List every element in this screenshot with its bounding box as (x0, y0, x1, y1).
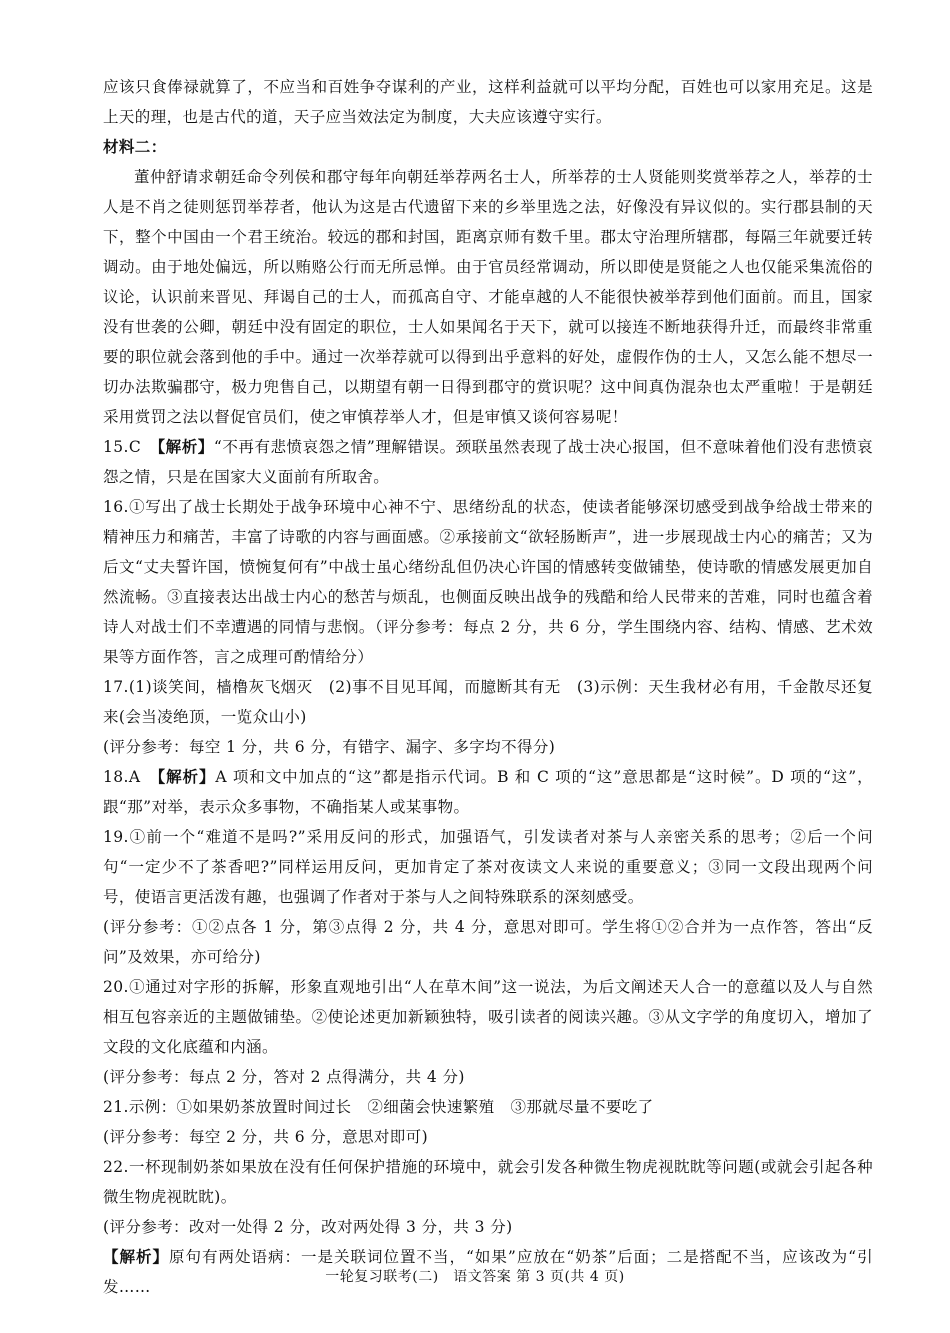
page-content (103, 72, 873, 1302)
answer-text: A 项和文中加点的“这”都是指示代词。B 和 C 项的“这”意思都是“这时候”。D 项的“这”，跟“那”对举，表示众多事物，不确指某人或某事物。 (103, 768, 873, 816)
answer-17-scoring: (评分参考：每空 1 分，共 6 分，有错字、漏字、多字均不得分) (103, 738, 556, 756)
answer-17 (103, 672, 873, 732)
answer-19 (103, 822, 873, 912)
answer-20-scoring: (评分参考：每点 2 分，答对 2 点得满分，共 4 分) (103, 1068, 465, 1086)
answer-number: 15.C (103, 438, 142, 456)
answer-16 (103, 492, 873, 672)
answer-number: 20. (103, 978, 129, 996)
analysis-tag: 【解析】 (157, 437, 214, 456)
material-one-tail: 应该只食俸禄就算了，不应当和百姓争夺谋利的产业，这样利益就可以平均分配，百姓也可以家用充足。这是上天的理，也是古代的道，天子应当效法定为制度，大夫应该遵守实行。 (103, 78, 873, 126)
answer-text: “不再有悲愤哀怨之情”理解错误。颈联虽然表现了战士决心报国，但不意味着他们没有悲愤哀怨之情，只是在国家大义面前有所取舍。 (103, 438, 873, 486)
analysis-tag: 【解析】 (157, 767, 216, 786)
answer-21 (103, 1092, 873, 1122)
answer-number: 19. (103, 828, 129, 846)
answer-number: 22. (103, 1158, 129, 1176)
answer-21-scoring: (评分参考：每空 2 分，共 6 分，意思对即可) (103, 1128, 429, 1146)
answer-text: 一杯现制奶茶如果放在没有任何保护措施的环境中，就会引发各种微生物虎视眈眈等问题(或就会引起各种微生物虎视眈眈)。 (103, 1158, 873, 1206)
answer-text: ①通过对字形的拆解，形象直观地引出“人在草木间”这一说法，为后文阐述天人合一的意蕴以及人与自然相互包容亲近的主题做铺垫。②使论述更加新颖独特，吸引读者的阅读兴趣。③从文字学的角度切入，增加了文段的文化底蕴和内涵。 (103, 978, 873, 1056)
material-two-heading: 材料二： (103, 137, 167, 156)
answer-text: ①写出了战士长期处于战争环境中心神不宁、思绪纷乱的状态，使读者能够深切感受到战争给战士带来的精神压力和痛苦，丰富了诗歌的内容与画面感。②承接前文“欲轻肠断声”，进一步展现战士内心的痛苦；又为后文“丈夫誓许国，愤惋复何有”中战士虽心绪纷乱但仍决心许国的情感转变做铺垫，使诗歌的情感发展更加自然流畅。③直接表达出战士内心的愁苦与烦乱，也侧面反映出战争的残酷和给人民带来的苦难，同时也蕴含着诗人对战士们不幸遭遇的同情与悲悯。（评分参考：每点 2 分，共 6 分，学生围绕内容、结构、情感、艺术效果等方面作答，言之成理可酌情给分） (103, 498, 873, 666)
answer-22-scoring: (评分参考：改对一处得 2 分，改对两处得 3 分，共 3 分) (103, 1218, 513, 1236)
answer-18 (103, 762, 873, 822)
answer-20 (103, 972, 873, 1062)
answer-15 (103, 432, 873, 492)
answer-number: 21. (103, 1098, 129, 1116)
page-footer: 一轮复习联考(二) 语文答案 第 3 页(共 4 页) (325, 1269, 625, 1285)
answer-number: 17. (103, 678, 129, 696)
analysis-text: 原句有两处语病：一是关联词位置不当，“如果”应放在“奶茶”后面；二是搭配不当，应该改为“引发…… (103, 1248, 873, 1296)
answer-19-scoring: (评分参考：①②点各 1 分，第③点得 2 分，共 4 分，意思对即可。学生将①②合并为一点作答，答出“反问”及效果，亦可给分) (103, 918, 873, 966)
answer-text: (1)谈笑间，樯橹灰飞烟灭 (2)事不目见耳闻，而臆断其有无 (3)示例：天生我材必有用，千金散尽还复来(会当凌绝顶，一览众山小) (103, 678, 873, 726)
answer-number: 18.A (103, 768, 141, 786)
answer-22 (103, 1152, 873, 1212)
analysis-tag: 【解析】 (103, 1247, 169, 1266)
answer-text: 示例：①如果奶茶放置时间过长 ②细菌会快速繁殖 ③那就尽量不要吃了 (128, 1098, 654, 1116)
answer-text: ①前一个“难道不是吗?”采用反问的形式，加强语气，引发读者对茶与人亲密关系的思考；②后一个问句“一定少不了茶香吧?”同样运用反问，更加肯定了茶对夜读文人来说的重要意义；③同一文段出现两个问号，使语言更活泼有趣，也强调了作者对于茶与人之间特殊联系的深刻感受。 (103, 828, 873, 906)
material-two-paragraph: 董仲舒请求朝廷命令列侯和郡守每年向朝廷举荐两名士人，所举荐的士人贤能则奖赏举荐之人，举荐的士人是不肖之徒则惩罚举荐者，他认为这是古代遗留下来的乡举里选之法，好像没有异议似的。实行郡县制的天下，整个中国由一个君王统治。较远的郡和封国，距离京师有数千里。郡太守治理所辖郡，每隔三年就要迁转调动。由于地处偏远，所以贿赂公行而无所忌惮。由于官员经常调动，所以即使是贤能之人也仅能采集流俗的议论，认识前来晋见、拜谒自己的士人，而孤高自守、才能卓越的人不能很快被举荐到他们面前。而且，国家没有世袭的公卿，朝廷中没有固定的职位，士人如果闻名于天下，就可以接连不断地获得升迁，而最终非常重要的职位就会落到他的手中。通过一次举荐就可以得到出乎意料的好处，虚假作伪的士人，又怎么能不想尽一切办法欺骗郡守，极力兜售自己，以期望有朝一日得到郡守的赏识呢？这中间真伪混杂也太严重啦！于是朝廷采用赏罚之法以督促官员们，使之审慎荐举人才，但是审慎又谈何容易呢！ (103, 168, 873, 426)
answer-number: 16. (103, 498, 129, 516)
